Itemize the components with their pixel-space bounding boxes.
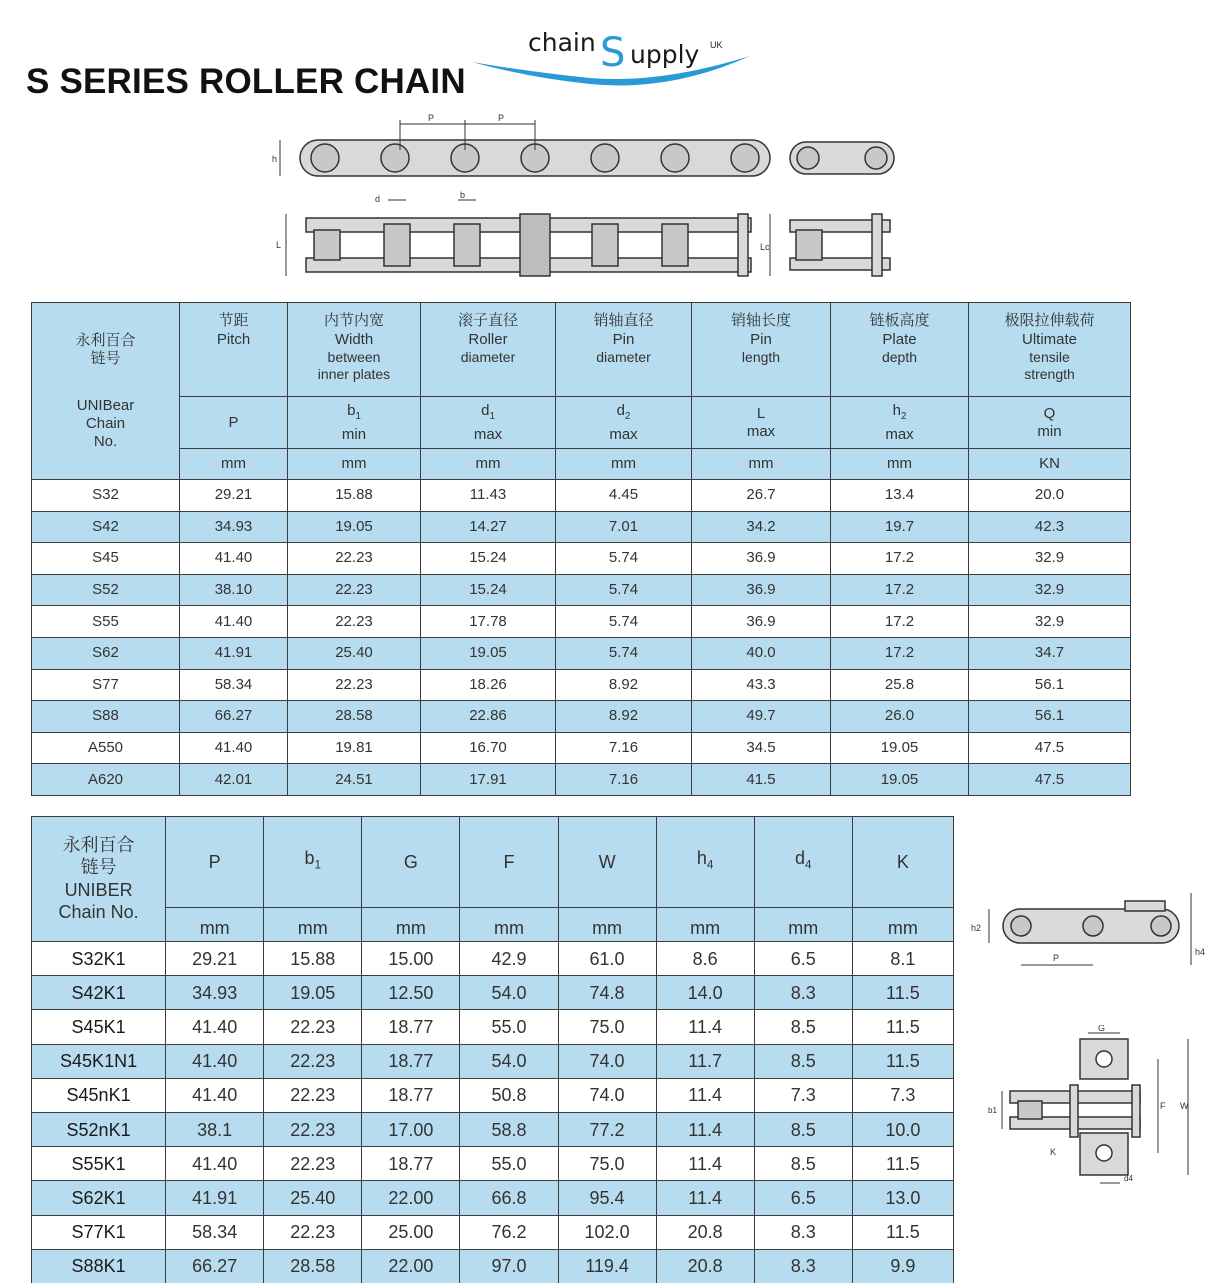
col-unit: mm — [558, 908, 656, 942]
attach-label-d4: d4 — [1124, 1174, 1133, 1183]
value-cell: 95.4 — [558, 1181, 656, 1215]
value-cell: 8.6 — [656, 942, 754, 976]
chain-no-cell: S77K1 — [32, 1215, 166, 1249]
symbol-subscript: 2 — [900, 410, 907, 422]
table-row — [32, 606, 1131, 638]
value-cell: 4.45 — [556, 480, 692, 512]
table-row — [32, 1010, 954, 1044]
value-cell: 5.74 — [556, 574, 692, 606]
attachment-chain-spec-table — [31, 816, 954, 1283]
value-cell: 11.4 — [656, 1147, 754, 1181]
col-unit: mm — [692, 449, 831, 480]
logo-word-supply: upply — [630, 40, 700, 69]
col-symbol — [362, 817, 460, 908]
drawing-label-p2: P — [498, 113, 505, 123]
chain-no-cell: S45 — [32, 543, 180, 575]
value-cell: 41.40 — [180, 732, 288, 764]
table-row — [32, 543, 1131, 575]
table-row — [32, 1078, 954, 1112]
value-cell: 56.1 — [969, 669, 1131, 701]
col-unit: mm — [656, 908, 754, 942]
symbol-subscript: 4 — [706, 858, 714, 872]
value-cell: 41.40 — [166, 1147, 264, 1181]
value-cell: 11.4 — [656, 1078, 754, 1112]
header-col-name: 节距 Pitch — [180, 303, 288, 397]
col-symbol — [264, 817, 362, 908]
value-cell: 55.0 — [460, 1010, 558, 1044]
symbol-subscript: 1 — [355, 410, 361, 422]
chain-no-cell: S62 — [32, 637, 180, 669]
symbol-subscript: 1 — [489, 410, 495, 422]
value-cell: 8.5 — [754, 1044, 852, 1078]
attach-label-h2: h2 — [971, 923, 982, 933]
value-cell: 15.00 — [362, 942, 460, 976]
value-cell: 8.5 — [754, 1010, 852, 1044]
value-cell: 11.7 — [656, 1044, 754, 1078]
symbol: $b_1$ — [347, 401, 361, 422]
value-cell: 17.91 — [421, 764, 556, 796]
value-cell: 25.40 — [264, 1181, 362, 1215]
table-row — [32, 480, 1131, 512]
chain-no-cell: A620 — [32, 764, 180, 796]
chain-no-cell: S52 — [32, 574, 180, 606]
value-cell: 22.23 — [264, 1078, 362, 1112]
col-symbol — [166, 817, 264, 908]
col-symbol — [288, 397, 421, 449]
header-col-name: 链板高度 Plate depth — [831, 303, 969, 397]
value-cell: 22.23 — [264, 1010, 362, 1044]
drawing-label-lc: Lc — [760, 242, 770, 252]
value-cell: 17.00 — [362, 1112, 460, 1146]
value-cell: 22.23 — [288, 543, 421, 575]
symbol: G — [403, 852, 418, 872]
value-cell: 34.2 — [692, 511, 831, 543]
value-cell: 74.8 — [558, 976, 656, 1010]
col-symbol — [421, 397, 556, 449]
drawing-label-l: L — [276, 240, 282, 250]
col-symbol — [969, 397, 1131, 449]
value-cell: 119.4 — [558, 1249, 656, 1283]
table-row — [32, 732, 1131, 764]
value-cell: 14.0 — [656, 976, 754, 1010]
value-cell: 22.23 — [264, 1044, 362, 1078]
value-cell: 6.5 — [754, 942, 852, 976]
col-symbol — [754, 817, 852, 908]
value-cell: 77.2 — [558, 1112, 656, 1146]
value-cell: 18.77 — [362, 1044, 460, 1078]
logo-word-chain: chain — [528, 28, 596, 57]
value-cell: 11.43 — [421, 480, 556, 512]
value-cell: 42.3 — [969, 511, 1131, 543]
col-unit: mm — [180, 449, 288, 480]
value-cell: 13.0 — [852, 1181, 953, 1215]
value-cell: 34.5 — [692, 732, 831, 764]
table-row — [32, 1044, 954, 1078]
chain-no-cell: S32K1 — [32, 942, 166, 976]
value-cell: 29.21 — [180, 480, 288, 512]
value-cell: 8.3 — [754, 1215, 852, 1249]
header-col-name: 销轴直径 Pin diameter — [556, 303, 692, 397]
value-cell: 19.05 — [421, 637, 556, 669]
value-cell: 28.58 — [288, 701, 421, 733]
value-cell: 102.0 — [558, 1215, 656, 1249]
value-cell: 22.23 — [288, 669, 421, 701]
value-cell: 18.77 — [362, 1147, 460, 1181]
value-cell: 22.23 — [264, 1147, 362, 1181]
chain-drawing-top — [270, 110, 910, 290]
value-cell: 19.05 — [288, 511, 421, 543]
table-row — [32, 1147, 954, 1181]
symbol: $d_1$ — [481, 401, 495, 422]
value-cell: 15.24 — [421, 543, 556, 575]
value-cell: 12.50 — [362, 976, 460, 1010]
value-cell: 36.9 — [692, 543, 831, 575]
drawing-label-b1: b — [460, 190, 466, 200]
value-cell: 25.00 — [362, 1215, 460, 1249]
chain-no-cell: S45nK1 — [32, 1078, 166, 1112]
attachment-drawing-side — [965, 885, 1205, 980]
value-cell: 42.01 — [180, 764, 288, 796]
value-cell: 19.05 — [264, 976, 362, 1010]
col-unit: mm — [264, 908, 362, 942]
symbol: $b_1$ — [304, 848, 322, 872]
value-cell: 5.74 — [556, 543, 692, 575]
symbol: P — [208, 852, 221, 872]
value-cell: 55.0 — [460, 1147, 558, 1181]
value-cell: 56.1 — [969, 701, 1131, 733]
value-cell: 19.05 — [831, 764, 969, 796]
roller-chain-spec-table — [31, 302, 1131, 796]
chain-no-cell: S88 — [32, 701, 180, 733]
chain-no-cell: A550 — [32, 732, 180, 764]
value-cell: 41.40 — [180, 606, 288, 638]
value-cell: 74.0 — [558, 1044, 656, 1078]
attach-label-p: P — [1053, 953, 1060, 963]
value-cell: 19.81 — [288, 732, 421, 764]
symbol: P — [228, 413, 239, 431]
table-row — [32, 1249, 954, 1283]
symbol: K — [896, 852, 909, 872]
col-symbol — [656, 817, 754, 908]
chain-no-cell: S55K1 — [32, 1147, 166, 1181]
attach-label-b1: b1 — [988, 1106, 997, 1115]
attachment-drawing-plan — [980, 1025, 1200, 1190]
value-cell: 11.4 — [656, 1181, 754, 1215]
symbol: L — [756, 404, 766, 422]
value-cell: 7.01 — [556, 511, 692, 543]
value-cell: 7.3 — [754, 1078, 852, 1112]
value-cell: 22.23 — [264, 1215, 362, 1249]
value-cell: 24.51 — [288, 764, 421, 796]
col-symbol — [558, 817, 656, 908]
value-cell: 16.70 — [421, 732, 556, 764]
table-row — [32, 1215, 954, 1249]
value-cell: 7.16 — [556, 732, 692, 764]
value-cell: 75.0 — [558, 1147, 656, 1181]
drawing-label-h: h — [272, 154, 278, 164]
value-cell: 26.7 — [692, 480, 831, 512]
symbol-limit: max — [746, 422, 776, 440]
table-row — [32, 637, 1131, 669]
value-cell: 66.27 — [166, 1249, 264, 1283]
symbol: Q — [1043, 404, 1056, 422]
col-symbol — [692, 397, 831, 449]
table-row — [32, 701, 1131, 733]
symbol-subscript: 4 — [805, 858, 812, 872]
page-title: S SERIES ROLLER CHAIN — [26, 62, 466, 101]
col-unit: mm — [754, 908, 852, 942]
value-cell: 19.05 — [831, 732, 969, 764]
col-symbol — [852, 817, 953, 908]
value-cell: 58.8 — [460, 1112, 558, 1146]
col-unit: KN — [969, 449, 1131, 480]
value-cell: 13.4 — [831, 480, 969, 512]
value-cell: 34.93 — [180, 511, 288, 543]
col-symbol — [180, 397, 288, 449]
value-cell: 11.5 — [852, 1010, 953, 1044]
value-cell: 14.27 — [421, 511, 556, 543]
value-cell: 34.93 — [166, 976, 264, 1010]
value-cell: 49.7 — [692, 701, 831, 733]
value-cell: 22.86 — [421, 701, 556, 733]
value-cell: 38.10 — [180, 574, 288, 606]
header-en: UNIBER — [64, 880, 133, 900]
value-cell: 54.0 — [460, 1044, 558, 1078]
chain-no-cell: S32 — [32, 480, 180, 512]
value-cell: 41.40 — [166, 1044, 264, 1078]
col-symbol — [831, 397, 969, 449]
table-row — [32, 669, 1131, 701]
symbol-limit: min — [1037, 422, 1062, 440]
value-cell: 19.7 — [831, 511, 969, 543]
symbol-limit: max — [473, 425, 503, 443]
value-cell: 11.5 — [852, 976, 953, 1010]
col-unit: mm — [362, 908, 460, 942]
symbol: F — [503, 852, 515, 872]
value-cell: 36.9 — [692, 574, 831, 606]
symbol-limit: min — [341, 425, 367, 443]
col-unit: mm — [460, 908, 558, 942]
value-cell: 22.00 — [362, 1181, 460, 1215]
value-cell: 15.24 — [421, 574, 556, 606]
col-unit: mm — [852, 908, 953, 942]
header-chain-no — [32, 817, 166, 942]
value-cell: 15.88 — [288, 480, 421, 512]
symbol-subscript: 1 — [314, 858, 322, 872]
table-row — [32, 574, 1131, 606]
header-en: Chain — [85, 415, 126, 432]
header-col-name: 内节内宽 Width between inner plates — [288, 303, 421, 397]
symbol-limit: max — [609, 425, 638, 443]
col-unit: mm — [556, 449, 692, 480]
col-symbol — [556, 397, 692, 449]
header-chain-no — [32, 303, 180, 480]
value-cell: 66.27 — [180, 701, 288, 733]
chainsupply-logo — [470, 22, 760, 94]
chain-no-cell: S55 — [32, 606, 180, 638]
value-cell: 58.34 — [166, 1215, 264, 1249]
value-cell: 8.3 — [754, 976, 852, 1010]
value-cell: 32.9 — [969, 574, 1131, 606]
value-cell: 41.91 — [166, 1181, 264, 1215]
symbol: $h_2$ — [892, 401, 907, 422]
value-cell: 58.34 — [180, 669, 288, 701]
value-cell: 29.21 — [166, 942, 264, 976]
value-cell: 5.74 — [556, 637, 692, 669]
value-cell: 20.8 — [656, 1215, 754, 1249]
value-cell: 66.8 — [460, 1181, 558, 1215]
value-cell: 8.1 — [852, 942, 953, 976]
table-row — [32, 511, 1131, 543]
col-unit: mm — [831, 449, 969, 480]
value-cell: 9.9 — [852, 1249, 953, 1283]
value-cell: 22.00 — [362, 1249, 460, 1283]
chain-no-cell: S88K1 — [32, 1249, 166, 1283]
chain-no-cell: S62K1 — [32, 1181, 166, 1215]
value-cell: 17.2 — [831, 637, 969, 669]
value-cell: 25.8 — [831, 669, 969, 701]
value-cell: 47.5 — [969, 764, 1131, 796]
value-cell: 7.16 — [556, 764, 692, 796]
value-cell: 50.8 — [460, 1078, 558, 1112]
value-cell: 61.0 — [558, 942, 656, 976]
header-col-name: 销轴长度 Pin length — [692, 303, 831, 397]
value-cell: 11.5 — [852, 1215, 953, 1249]
table-row — [32, 942, 954, 976]
header-en: Chain No. — [58, 902, 139, 922]
value-cell: 11.5 — [852, 1147, 953, 1181]
header-en: UNIBear — [76, 397, 135, 414]
header-col-name: 滚子直径 Roller diameter — [421, 303, 556, 397]
value-cell: 8.3 — [754, 1249, 852, 1283]
header-cn: 永利百合 — [62, 835, 135, 856]
value-cell: 38.1 — [166, 1112, 264, 1146]
value-cell: 22.23 — [264, 1112, 362, 1146]
value-cell: 18.77 — [362, 1078, 460, 1112]
drawing-label-p1: P — [428, 113, 435, 123]
value-cell: 34.7 — [969, 637, 1131, 669]
table-row — [32, 764, 1131, 796]
chain-no-cell: S52nK1 — [32, 1112, 166, 1146]
chain-no-cell: S42 — [32, 511, 180, 543]
symbol-subscript: 2 — [624, 410, 631, 422]
chain-no-cell: S45K1N1 — [32, 1044, 166, 1078]
value-cell: 11.4 — [656, 1010, 754, 1044]
logo-s: S — [600, 30, 626, 76]
value-cell: 41.5 — [692, 764, 831, 796]
attach-label-f: F — [1160, 1101, 1166, 1111]
value-cell: 75.0 — [558, 1010, 656, 1044]
chain-no-cell: S42K1 — [32, 976, 166, 1010]
col-unit: mm — [421, 449, 556, 480]
symbol: W — [598, 852, 616, 872]
attach-label-h4: h4 — [1195, 947, 1205, 957]
value-cell: 22.23 — [288, 606, 421, 638]
value-cell: 41.40 — [180, 543, 288, 575]
value-cell: 74.0 — [558, 1078, 656, 1112]
value-cell: 40.0 — [692, 637, 831, 669]
header-cn: 链号 — [90, 349, 121, 367]
value-cell: 5.74 — [556, 606, 692, 638]
attach-label-k: K — [1050, 1147, 1057, 1157]
value-cell: 17.2 — [831, 606, 969, 638]
value-cell: 43.3 — [692, 669, 831, 701]
value-cell: 76.2 — [460, 1215, 558, 1249]
col-unit: mm — [288, 449, 421, 480]
value-cell: 32.9 — [969, 606, 1131, 638]
value-cell: 47.5 — [969, 732, 1131, 764]
table-row — [32, 1112, 954, 1146]
col-symbol — [460, 817, 558, 908]
value-cell: 41.91 — [180, 637, 288, 669]
logo-swoosh-icon — [470, 22, 760, 94]
value-cell: 26.0 — [831, 701, 969, 733]
drawing-label-d1: d — [375, 194, 381, 204]
value-cell: 54.0 — [460, 976, 558, 1010]
value-cell: 36.9 — [692, 606, 831, 638]
value-cell: 8.5 — [754, 1112, 852, 1146]
symbol-limit: max — [885, 425, 914, 443]
attach-label-g: G — [1098, 1025, 1106, 1033]
value-cell: 7.3 — [852, 1078, 953, 1112]
logo-uk: UK — [710, 40, 723, 50]
value-cell: 8.5 — [754, 1147, 852, 1181]
value-cell: 18.26 — [421, 669, 556, 701]
value-cell: 32.9 — [969, 543, 1131, 575]
value-cell: 10.0 — [852, 1112, 953, 1146]
value-cell: 6.5 — [754, 1181, 852, 1215]
value-cell: 20.0 — [969, 480, 1131, 512]
chain-no-cell: S77 — [32, 669, 180, 701]
value-cell: 15.88 — [264, 942, 362, 976]
value-cell: 11.4 — [656, 1112, 754, 1146]
value-cell: 17.2 — [831, 543, 969, 575]
value-cell: 20.8 — [656, 1249, 754, 1283]
value-cell: 11.5 — [852, 1044, 953, 1078]
header-en: No. — [93, 433, 118, 450]
value-cell: 8.92 — [556, 701, 692, 733]
header-cn: 链号 — [80, 857, 117, 878]
value-cell: 25.40 — [288, 637, 421, 669]
symbol: $h_4$ — [696, 848, 714, 872]
value-cell: 41.40 — [166, 1010, 264, 1044]
symbol: $d_2$ — [616, 401, 631, 422]
header-col-name: 极限拉伸载荷 Ultimate tensile strength — [969, 303, 1131, 397]
col-unit: mm — [166, 908, 264, 942]
attach-label-w: W — [1180, 1101, 1189, 1111]
value-cell: 8.92 — [556, 669, 692, 701]
header-cn: 永利百合 — [75, 331, 136, 349]
table-row — [32, 976, 954, 1010]
chain-no-cell: S45K1 — [32, 1010, 166, 1044]
value-cell: 18.77 — [362, 1010, 460, 1044]
value-cell: 17.2 — [831, 574, 969, 606]
value-cell: 97.0 — [460, 1249, 558, 1283]
table-row — [32, 1181, 954, 1215]
value-cell: 22.23 — [288, 574, 421, 606]
value-cell: 41.40 — [166, 1078, 264, 1112]
symbol: $d_4$ — [794, 848, 812, 872]
value-cell: 28.58 — [264, 1249, 362, 1283]
value-cell: 42.9 — [460, 942, 558, 976]
value-cell: 17.78 — [421, 606, 556, 638]
